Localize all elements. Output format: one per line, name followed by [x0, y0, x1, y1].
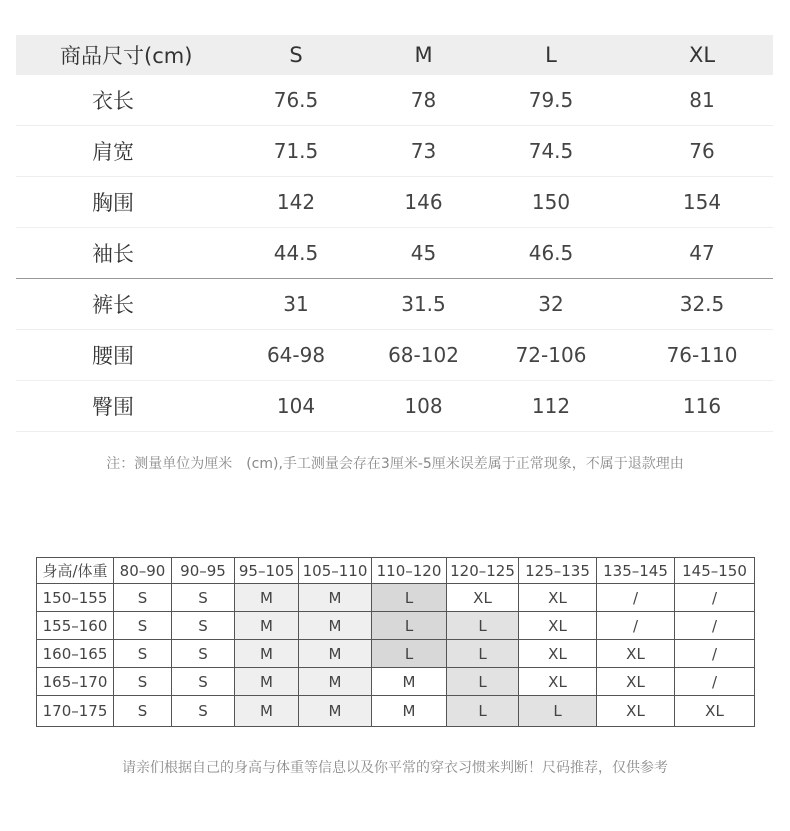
size-table-header-xl: XL: [631, 35, 773, 75]
measurement-value: 76.5: [216, 75, 376, 126]
weight-range-header: 145–150: [675, 558, 755, 584]
recommended-size-cell: XL: [597, 668, 675, 696]
weight-range-header: 95–105: [235, 558, 299, 584]
measurement-value: 74.5: [471, 126, 631, 177]
size-table-row: [16, 381, 773, 432]
recommended-size-cell: /: [675, 640, 755, 668]
recommended-size-cell: S: [114, 668, 172, 696]
recommended-size-cell: S: [172, 668, 235, 696]
recommended-size-cell: /: [675, 584, 755, 612]
recommended-size-cell: L: [447, 696, 519, 727]
recommended-size-cell: S: [114, 696, 172, 727]
measurement-value: 32: [471, 279, 631, 330]
recommended-size-cell: S: [114, 584, 172, 612]
weight-range-header: 120–125: [447, 558, 519, 584]
recommended-size-cell: L: [447, 668, 519, 696]
measurement-value: 71.5: [216, 126, 376, 177]
size-table-row: [16, 75, 773, 126]
height-range-label: 170–175: [37, 696, 114, 727]
recommendation-row: [37, 668, 755, 696]
measurement-value: 116: [631, 381, 773, 432]
measurement-label: 臀围: [16, 381, 216, 432]
measurement-value: 31.5: [376, 279, 471, 330]
recommended-size-cell: M: [299, 612, 372, 640]
measurement-value: 32.5: [631, 279, 773, 330]
recommended-size-cell: S: [172, 584, 235, 612]
weight-range-header: 90–95: [172, 558, 235, 584]
measurement-value: 31: [216, 279, 376, 330]
size-table-header-m: M: [376, 35, 471, 75]
recommended-size-cell: L: [372, 584, 447, 612]
recommended-size-cell: S: [172, 612, 235, 640]
recommended-size-cell: M: [299, 668, 372, 696]
recommended-size-cell: XL: [519, 668, 597, 696]
measurement-value: 68-102: [376, 330, 471, 381]
recommended-size-cell: L: [447, 612, 519, 640]
size-table-row: [16, 177, 773, 228]
recommendation-row: [37, 612, 755, 640]
recommended-size-cell: L: [372, 612, 447, 640]
recommendation-row: [37, 696, 755, 727]
recommendation-corner-label: 身高/体重: [37, 558, 114, 584]
measurement-value: 79.5: [471, 75, 631, 126]
size-table-header-s: S: [216, 35, 376, 75]
measurement-value: 150: [471, 177, 631, 228]
measurement-value: 47: [631, 228, 773, 279]
measurement-note: 注：测量单位为厘米 (cm),手工测量会存在3厘米-5厘米误差属于正常现象，不属于退款理由: [106, 456, 684, 472]
measurement-value: 81: [631, 75, 773, 126]
measurement-value: 76: [631, 126, 773, 177]
measurement-label: 袖长: [16, 228, 216, 279]
weight-range-header: 105–110: [299, 558, 372, 584]
size-table-row: [16, 228, 773, 279]
measurement-value: 64-98: [216, 330, 376, 381]
weight-range-header: 110–120: [372, 558, 447, 584]
measurement-value: 76-110: [631, 330, 773, 381]
measurement-value: 112: [471, 381, 631, 432]
height-range-label: 165–170: [37, 668, 114, 696]
recommended-size-cell: M: [235, 696, 299, 727]
size-recommendation-tip: 请亲们根据自己的身高与体重等信息以及你平常的穿衣习惯来判断！尺码推荐，仅供参考: [122, 760, 668, 776]
weight-range-header: 125–135: [519, 558, 597, 584]
recommended-size-cell: S: [172, 696, 235, 727]
measurement-value: 154: [631, 177, 773, 228]
measurement-value: 78: [376, 75, 471, 126]
measurement-value: 104: [216, 381, 376, 432]
recommended-size-cell: XL: [447, 584, 519, 612]
recommended-size-cell: XL: [597, 640, 675, 668]
size-table-header-row: [16, 35, 773, 75]
size-table-row: [16, 126, 773, 177]
size-recommendation-table: [36, 557, 755, 727]
recommendation-header-row: [37, 558, 755, 584]
measurement-value: 108: [376, 381, 471, 432]
measurement-value: 73: [376, 126, 471, 177]
measurement-value: 72-106: [471, 330, 631, 381]
measurement-value: 45: [376, 228, 471, 279]
weight-range-header: 135–145: [597, 558, 675, 584]
recommendation-row: [37, 640, 755, 668]
measurement-value: 142: [216, 177, 376, 228]
weight-range-header: 80–90: [114, 558, 172, 584]
recommended-size-cell: XL: [519, 584, 597, 612]
recommended-size-cell: M: [235, 640, 299, 668]
recommended-size-cell: /: [675, 668, 755, 696]
recommended-size-cell: /: [675, 612, 755, 640]
recommended-size-cell: S: [114, 640, 172, 668]
size-table-header-l: L: [471, 35, 631, 75]
height-range-label: 160–165: [37, 640, 114, 668]
recommended-size-cell: XL: [519, 640, 597, 668]
recommended-size-cell: L: [447, 640, 519, 668]
size-table-header-label: 商品尺寸(cm): [16, 35, 216, 75]
recommended-size-cell: M: [235, 584, 299, 612]
recommended-size-cell: M: [372, 668, 447, 696]
measurement-label: 衣长: [16, 75, 216, 126]
recommended-size-cell: S: [172, 640, 235, 668]
recommended-size-cell: M: [235, 612, 299, 640]
recommended-size-cell: /: [597, 584, 675, 612]
recommended-size-cell: XL: [675, 696, 755, 727]
measurement-value: 44.5: [216, 228, 376, 279]
height-range-label: 155–160: [37, 612, 114, 640]
measurement-label: 腰围: [16, 330, 216, 381]
recommended-size-cell: S: [114, 612, 172, 640]
size-table-row: [16, 330, 773, 381]
recommended-size-cell: L: [372, 640, 447, 668]
height-range-label: 150–155: [37, 584, 114, 612]
recommended-size-cell: M: [299, 640, 372, 668]
measurement-value: 46.5: [471, 228, 631, 279]
recommended-size-cell: M: [372, 696, 447, 727]
recommended-size-cell: M: [299, 696, 372, 727]
measurement-label: 肩宽: [16, 126, 216, 177]
size-measurement-table: [16, 35, 773, 432]
recommendation-row: [37, 584, 755, 612]
recommended-size-cell: M: [235, 668, 299, 696]
measurement-value: 146: [376, 177, 471, 228]
measurement-label: 胸围: [16, 177, 216, 228]
recommended-size-cell: /: [597, 612, 675, 640]
recommended-size-cell: M: [299, 584, 372, 612]
recommended-size-cell: XL: [597, 696, 675, 727]
recommended-size-cell: L: [519, 696, 597, 727]
recommended-size-cell: XL: [519, 612, 597, 640]
measurement-label: 裤长: [16, 279, 216, 330]
size-table-row: [16, 279, 773, 330]
